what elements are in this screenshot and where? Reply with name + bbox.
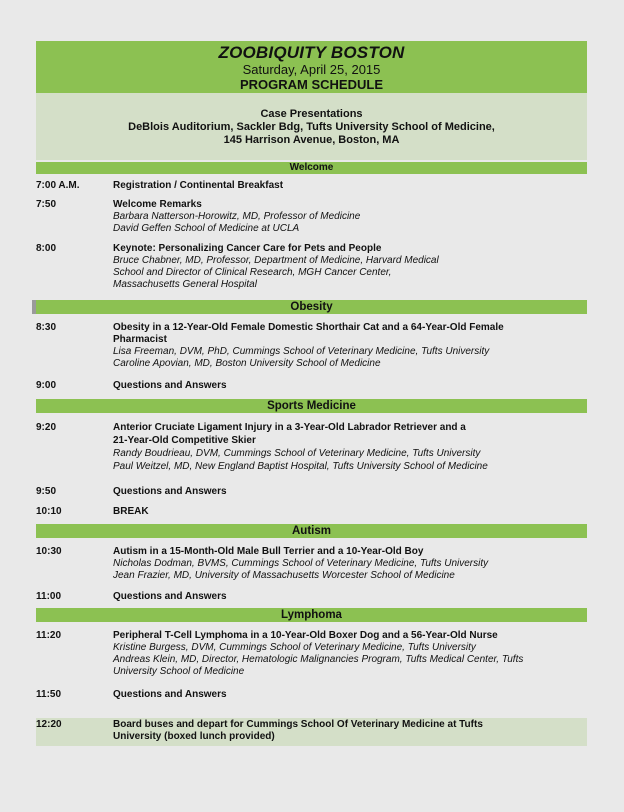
row-title: Questions and Answers: [113, 689, 227, 700]
row-speaker: Barbara Natterson-Horowitz, MD, Professor of Medicine: [113, 211, 361, 222]
row-time: 11:00: [36, 591, 62, 602]
venue-line-3: 145 Harrison Avenue, Boston, MA: [223, 134, 400, 146]
row-title: Peripheral T-Cell Lymphoma in a 10-Year-Old Boxer Dog and a 56-Year-Old Nurse: [113, 630, 498, 641]
band-edge-marker: [32, 300, 36, 314]
row-speaker: Massachusetts General Hospital: [113, 279, 257, 290]
row-speaker: Andreas Klein, MD, Director, Hematologic Malignancies Program, Tufts Medical Center, Tufts: [113, 654, 524, 665]
row-title: Anterior Cruciate Ligament Injury in a 3-Year-Old Labrador Retriever and a: [113, 422, 466, 433]
row-speaker: Caroline Apovian, MD, Boston University School of Medicine: [113, 358, 381, 369]
row-speaker: Kristine Burgess, DVM, Cummings School of Veterinary Medicine, Tufts University: [113, 642, 476, 653]
row-time: 7:00 A.M.: [36, 180, 80, 191]
row-speaker: Lisa Freeman, DVM, PhD, Cummings School of Veterinary Medicine, Tufts University: [113, 346, 490, 357]
section-autism: Autism: [36, 524, 587, 538]
row-title: Registration / Continental Breakfast: [113, 180, 284, 191]
venue-box: [36, 93, 587, 160]
row-title: BREAK: [113, 506, 149, 517]
row-speaker: University School of Medicine: [113, 666, 245, 677]
program-title: ZOOBIQUITY BOSTON: [218, 43, 405, 62]
row-time: 10:30: [36, 546, 62, 557]
section-welcome: Welcome: [36, 162, 587, 174]
row-title: University (boxed lunch provided): [113, 731, 275, 742]
row-title: Welcome Remarks: [113, 199, 202, 210]
row-time: 11:20: [36, 630, 62, 641]
venue-line-2: DeBlois Auditorium, Sackler Bdg, Tufts University School of Medicine,: [128, 121, 495, 133]
row-time: 8:00: [36, 243, 57, 254]
row-time: 8:30: [36, 322, 57, 333]
row-title: Questions and Answers: [113, 486, 227, 497]
program-date: Saturday, April 25, 2015: [242, 62, 381, 77]
row-speaker: Nicholas Dodman, BVMS, Cummings School of Veterinary Medicine, Tufts University: [113, 558, 489, 569]
row-title: Keynote: Personalizing Cancer Care for Pets and People: [113, 243, 382, 254]
row-time: 12:20: [36, 719, 62, 730]
row-time: 10:10: [36, 506, 62, 517]
row-speaker: School and Director of Clinical Research, MGH Cancer Center,: [113, 267, 392, 278]
row-speaker: Jean Frazier, MD, University of Massachusetts Worcester School of Medicine: [113, 570, 455, 581]
row-time: 9:00: [36, 380, 57, 391]
section-obesity: [36, 300, 587, 314]
row-title: Questions and Answers: [113, 591, 227, 602]
section-obesity-label: Obesity: [290, 301, 333, 313]
row-time: 9:20: [36, 422, 57, 433]
row-title: Autism in a 15-Month-Old Male Bull Terrier and a 10-Year-Old Boy: [113, 546, 424, 557]
row-speaker: Randy Boudrieau, DVM, Cummings School of Veterinary Medicine, Tufts University: [113, 448, 481, 459]
section-sports-medicine: Sports Medicine: [36, 399, 587, 413]
row-title: Questions and Answers: [113, 380, 227, 391]
section-lymphoma: Lymphoma: [36, 608, 587, 622]
venue-line-1: Case Presentations: [260, 108, 363, 120]
row-speaker: Bruce Chabner, MD, Professor, Department of Medicine, Harvard Medical: [113, 255, 439, 266]
row-time: 9:50: [36, 486, 57, 497]
schedule-row-buses: [36, 718, 587, 746]
program-header: [36, 41, 587, 93]
row-speaker: David Geffen School of Medicine at UCLA: [113, 223, 300, 234]
row-title: Obesity in a 12-Year-Old Female Domestic Shorthair Cat and a 64-Year-Old Female: [113, 322, 504, 333]
row-time: 11:50: [36, 689, 62, 700]
row-speaker: Paul Weitzel, MD, New England Baptist Hospital, Tufts University School of Medicine: [113, 461, 488, 472]
row-title: 21-Year-Old Competitive Skier: [113, 435, 256, 446]
program-schedule-label: PROGRAM SCHEDULE: [239, 77, 383, 92]
row-title: Board buses and depart for Cummings School Of Veterinary Medicine at Tufts: [113, 719, 483, 730]
row-title: Pharmacist: [113, 334, 167, 345]
row-time: 7:50: [36, 199, 57, 210]
